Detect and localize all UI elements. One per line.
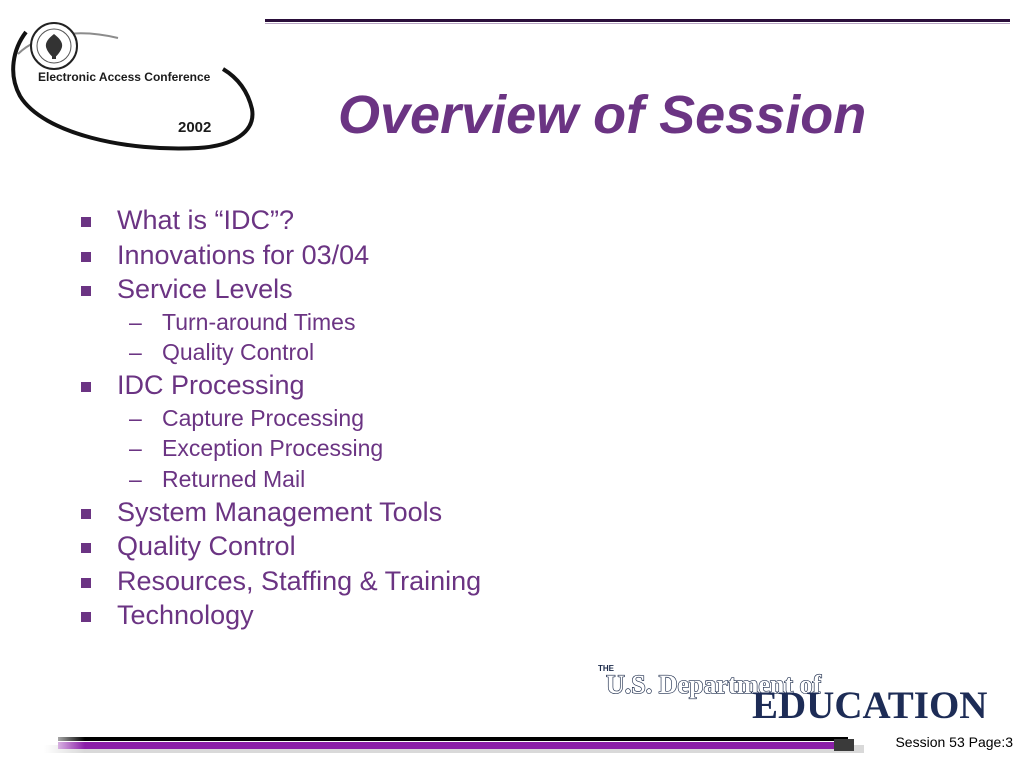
dash-bullet: – — [129, 404, 142, 431]
outline-item-text: Resources, Staffing & Training — [117, 565, 482, 596]
outline-item — [78, 529, 678, 564]
square-bullet-icon — [81, 382, 91, 392]
conference-year: 2002 — [178, 119, 212, 136]
outline-item — [78, 203, 678, 238]
outline-item-text: Exception Processing — [162, 435, 384, 462]
outline-item-text: Turn-around Times — [162, 308, 356, 335]
logo-the-label: THE — [598, 664, 614, 673]
outline-item — [78, 495, 678, 530]
outline-item-text: Capture Processing — [162, 404, 364, 431]
outline-item — [78, 598, 678, 633]
outline-item — [78, 564, 678, 599]
dash-bullet: – — [129, 339, 142, 366]
square-bullet-icon — [81, 509, 91, 519]
outline-item — [78, 368, 678, 403]
outline-item — [78, 272, 678, 307]
outline-item-text: What is “IDC”? — [117, 205, 295, 235]
dash-bullet: – — [129, 466, 142, 493]
header-rule — [265, 19, 1010, 22]
outline-subitem — [78, 337, 678, 368]
square-bullet-icon — [81, 286, 91, 296]
outline-item — [78, 238, 678, 273]
logo-education-label: EDUCATION — [752, 684, 988, 724]
outline-subitem — [78, 464, 678, 495]
department-seal-icon — [31, 23, 77, 69]
footer-bar — [44, 729, 864, 757]
logo-department-label: U.S. Department of — [606, 670, 822, 699]
outline-item-text: Technology — [117, 600, 254, 631]
square-bullet-icon — [81, 578, 91, 588]
outline-subitem — [78, 433, 678, 464]
slide-title: Overview of Session — [338, 85, 867, 145]
session-outline — [78, 203, 678, 633]
outline-item-text: Service Levels — [117, 274, 293, 304]
outline-item-text: Innovations for 03/04 — [117, 239, 370, 270]
outline-item-text: IDC Processing — [117, 370, 305, 401]
square-bullet-icon — [81, 252, 91, 262]
outline-item-text: Quality Control — [117, 531, 296, 562]
department-of-education-logo — [592, 662, 1002, 724]
outline-subitem — [78, 307, 678, 338]
outline-item-text: System Management Tools — [117, 496, 443, 527]
outline-item-text: Returned Mail — [162, 466, 306, 493]
outline-item-text: Quality Control — [162, 339, 315, 366]
square-bullet-icon — [81, 217, 91, 227]
footer-session-page: Session 53 Page:3 — [895, 734, 1013, 750]
conference-logo — [8, 14, 258, 152]
square-bullet-icon — [81, 543, 91, 553]
conference-name: Electronic Access Conference — [38, 70, 211, 84]
dash-bullet: – — [129, 308, 142, 335]
header-rule-highlight — [265, 23, 1010, 24]
square-bullet-icon — [81, 612, 91, 622]
dash-bullet: – — [129, 435, 142, 462]
outline-subitem — [78, 403, 678, 434]
